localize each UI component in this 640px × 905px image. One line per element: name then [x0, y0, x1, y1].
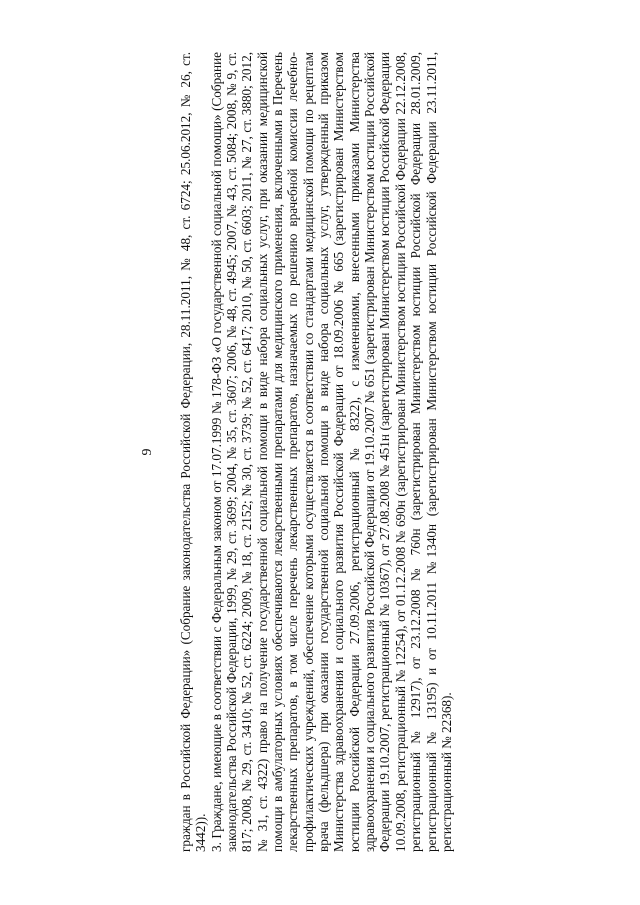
body-text	[178, 52, 454, 852]
page-number: 9	[140, 448, 155, 456]
rotated-page	[140, 52, 500, 852]
paragraph-continuation: граждан в Российской Федерации» (Собрание законодательства Российской Федерации, 28.11.2011, № 48, ст. 6724; 25.06.2012, № 26, ст. 3442)).	[178, 52, 209, 852]
paragraph-item-3: 3. Граждане, имеющие в соответствии с Федеральным законом от 17.07.1999 № 178-ФЗ «О государственной социальной помощи» (Собрание законодательства Российской Федерации, 1999, № 29, ст. 3699; 2004, № 35, ст. 3607; 2006, № 48, ст. 4945; 2007, № 43, ст. 5084; 2008, № 9, ст. 817; 2008, № 29, ст. 3410; № 52, ст. 6224; 2009, № 18, ст. 2152; № 30, ст. 3739; № 52, ст. 6417; 2010, № 50, ст. 6603; 2011, № 27, ст. 3880; 2012, № 31, ст. 4322) право на получение государственной социальной помощи в виде набора социальных услуг, при оказании медицинской помощи в амбулаторных условиях обеспечиваются лекарственными препаратами для медицинского применения, включенными в Перечень лекарственных препаратов, в том числе перечень лекарственных препаратов, назначаемых по решению врачебной комиссии лечебно-профилактических учреждений, обеспечение которыми осуществляется в соответствии со стандартами медицинской помощи по рецептам врача (фельдшера) при оказании государственной социальной помощи в виде набора социальных услуг, утвержденный приказом Министерства здравоохранения и социального развития Российской Федерации от 18.09.2006 № 665 (зарегистрирован Министерством юстиции Российской Федерации 27.09.2006, регистрационный № 8322), с изменениями, внесенными приказами Министерства здравоохранения и социального развития Российской Федерации от 19.10.2007 № 651 (зарегистрирован Министерством юстиции Российской Федерации 19.10.2007, регистрационный № 10367), от 27.08.2008 № 451н (зарегистрирован Министерством юстиции Российской Федерации 10.09.2008, регистрационный № 12254), от 01.12.2008 № 690н (зарегистрирован Министерством юстиции Российской Федерации 22.12.2008, регистрационный № 12917), от 23.12.2008 № 760н (зарегистрирован Министерством юстиции Российской Федерации 28.01.2009, регистрационный № 13195) и от 10.11.2011 №1340н (зарегистрирован Министерством юстиции Российской Федерации 23.11.2011, регистрационный № 22368).	[208, 52, 454, 852]
